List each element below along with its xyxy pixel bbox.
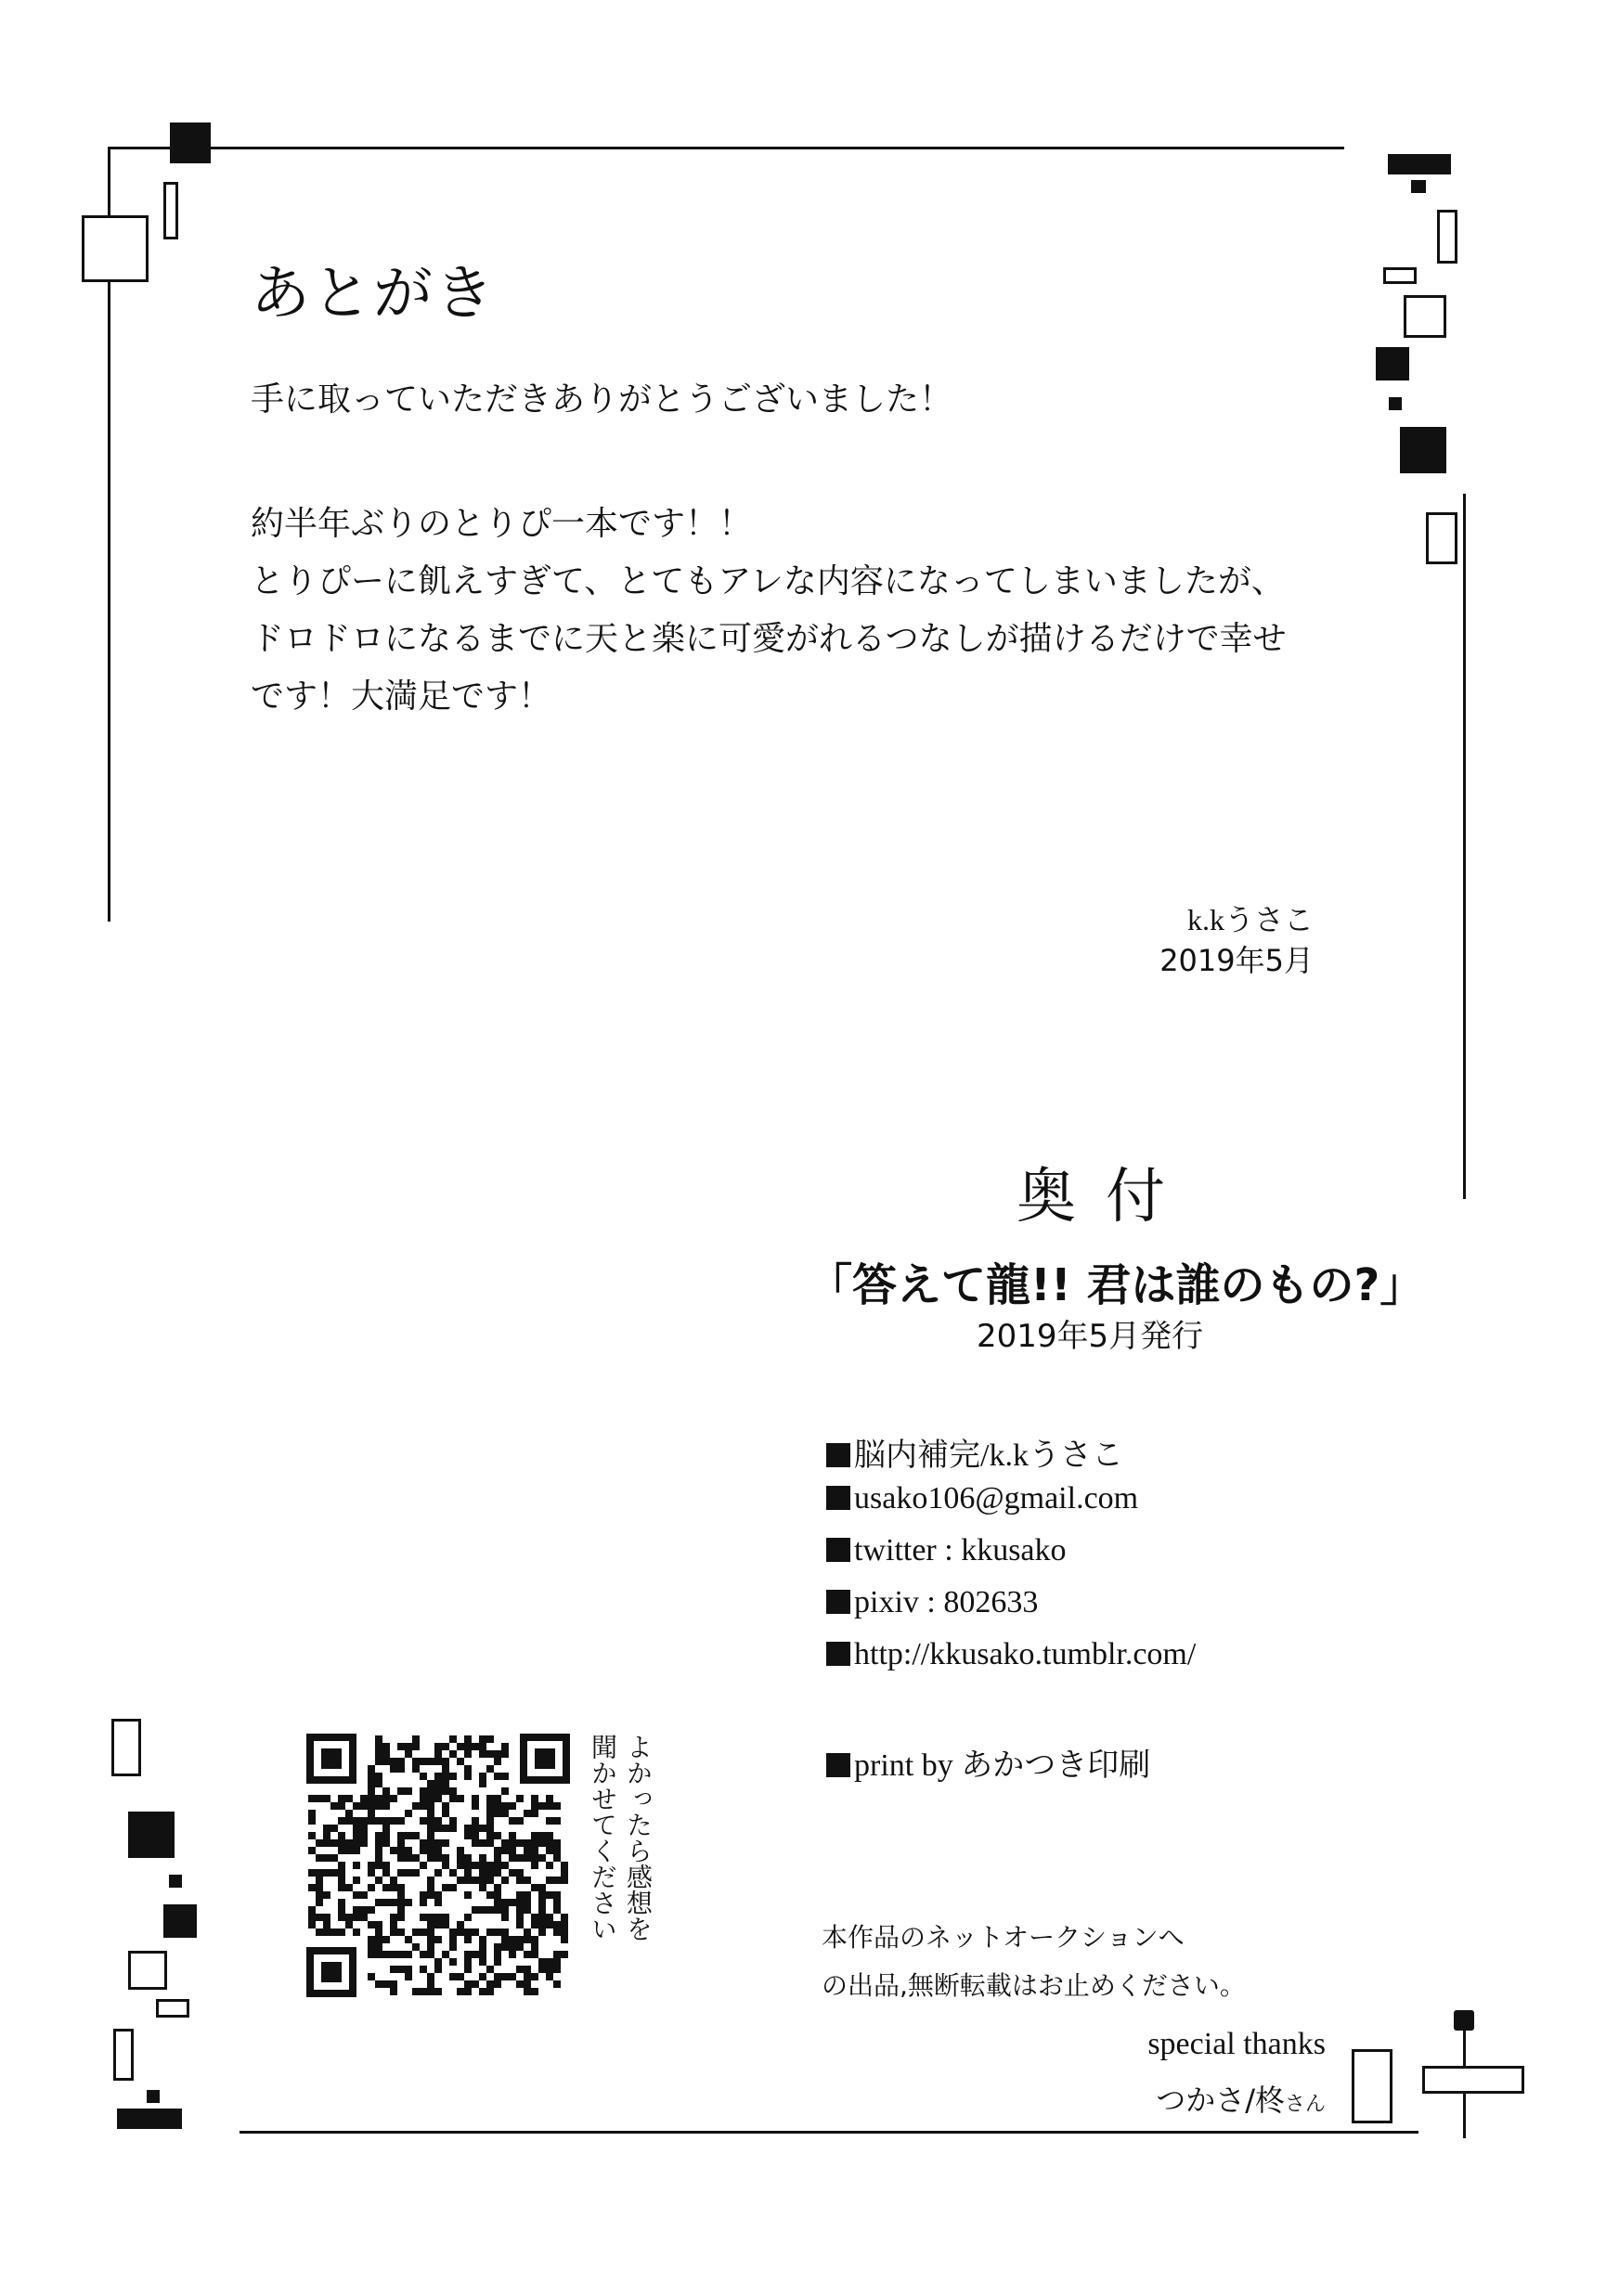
qr-code (306, 1734, 570, 1997)
deco-square (169, 1875, 182, 1888)
deco-bar (117, 2109, 182, 2129)
deco-bar (111, 1719, 141, 1776)
special-thanks-names (1156, 2077, 1326, 2120)
frame-right-line (1463, 494, 1466, 1199)
deco-square (1389, 397, 1402, 410)
info-pixiv: pixiv : 802633 (826, 1585, 1038, 1620)
info-website: http://kkusako.tumblr.com/ (826, 1637, 1196, 1672)
deco-stem (1463, 2092, 1466, 2138)
book-title: 「答えて龍!! 君は誰のもの?」 (808, 1259, 1425, 1311)
deco-bar (1437, 210, 1457, 264)
deco-bar (113, 2029, 134, 2081)
deco-bar (1383, 267, 1417, 284)
thanks-names: つかさ/柊 (1156, 2083, 1285, 2118)
deco-bar (1426, 512, 1457, 564)
frame-bottom-line (240, 2131, 1418, 2134)
afterword-line: 約半年ぶりのとりぴ一本です！！ (251, 505, 753, 543)
special-thanks-label: special thanks (1147, 2027, 1326, 2061)
frame-top-line (110, 147, 1344, 149)
thanks-suffix: さん (1284, 2093, 1326, 2116)
deco-square (170, 123, 211, 163)
deco-square (128, 1951, 167, 1990)
info-author: 脳内補完/k.kうさこ (826, 1429, 1123, 1475)
deco-square (128, 1812, 175, 1858)
deco-square (1454, 2010, 1474, 2031)
afterword-author: k.kうさこ (1186, 903, 1314, 936)
deco-bar (1388, 154, 1451, 174)
deco-square (147, 2090, 160, 2103)
deco-bar (156, 1999, 189, 2018)
info-twitter: twitter : kkusako (826, 1533, 1067, 1568)
publish-date: 2019年5月発行 (977, 1318, 1204, 1355)
notice-line: の出品,無断転載はお止めください。 (822, 1970, 1246, 2001)
afterword-line: 手に取っていただきありがとうございました！ (251, 381, 953, 419)
deco-square (1404, 295, 1446, 338)
deco-square (1411, 180, 1426, 193)
deco-square (1400, 427, 1446, 473)
qr-caption-line: よかったら感想を (623, 1734, 654, 1941)
deco-square (82, 215, 149, 282)
deco-square (1376, 347, 1409, 381)
afterword-line: です！大満足です！ (251, 677, 552, 716)
afterword-line: ドロドロになるまでに天と楽に可愛がれるつなしが描けるだけで幸せ (251, 620, 1287, 658)
afterword-date: 2019年5月 (1159, 943, 1314, 978)
afterword-line: とりぴーに飢えすぎて、とてもアレな内容になってしまいましたが、 (251, 562, 1285, 600)
deco-square (163, 1904, 197, 1938)
info-email: usako106@gmail.com (826, 1481, 1138, 1516)
info-printer: print by あかつき印刷 (826, 1739, 1150, 1785)
notice-line: 本作品のネットオークションへ (822, 1922, 1185, 1953)
deco-bar (1422, 2066, 1524, 2094)
afterword-title: あとがき (251, 260, 496, 329)
qr-caption-line: 聞かせてください (588, 1734, 618, 1941)
colophon-heading: 奥付 (1017, 1163, 1195, 1232)
deco-bar (163, 182, 178, 239)
deco-bar (1352, 2049, 1392, 2123)
